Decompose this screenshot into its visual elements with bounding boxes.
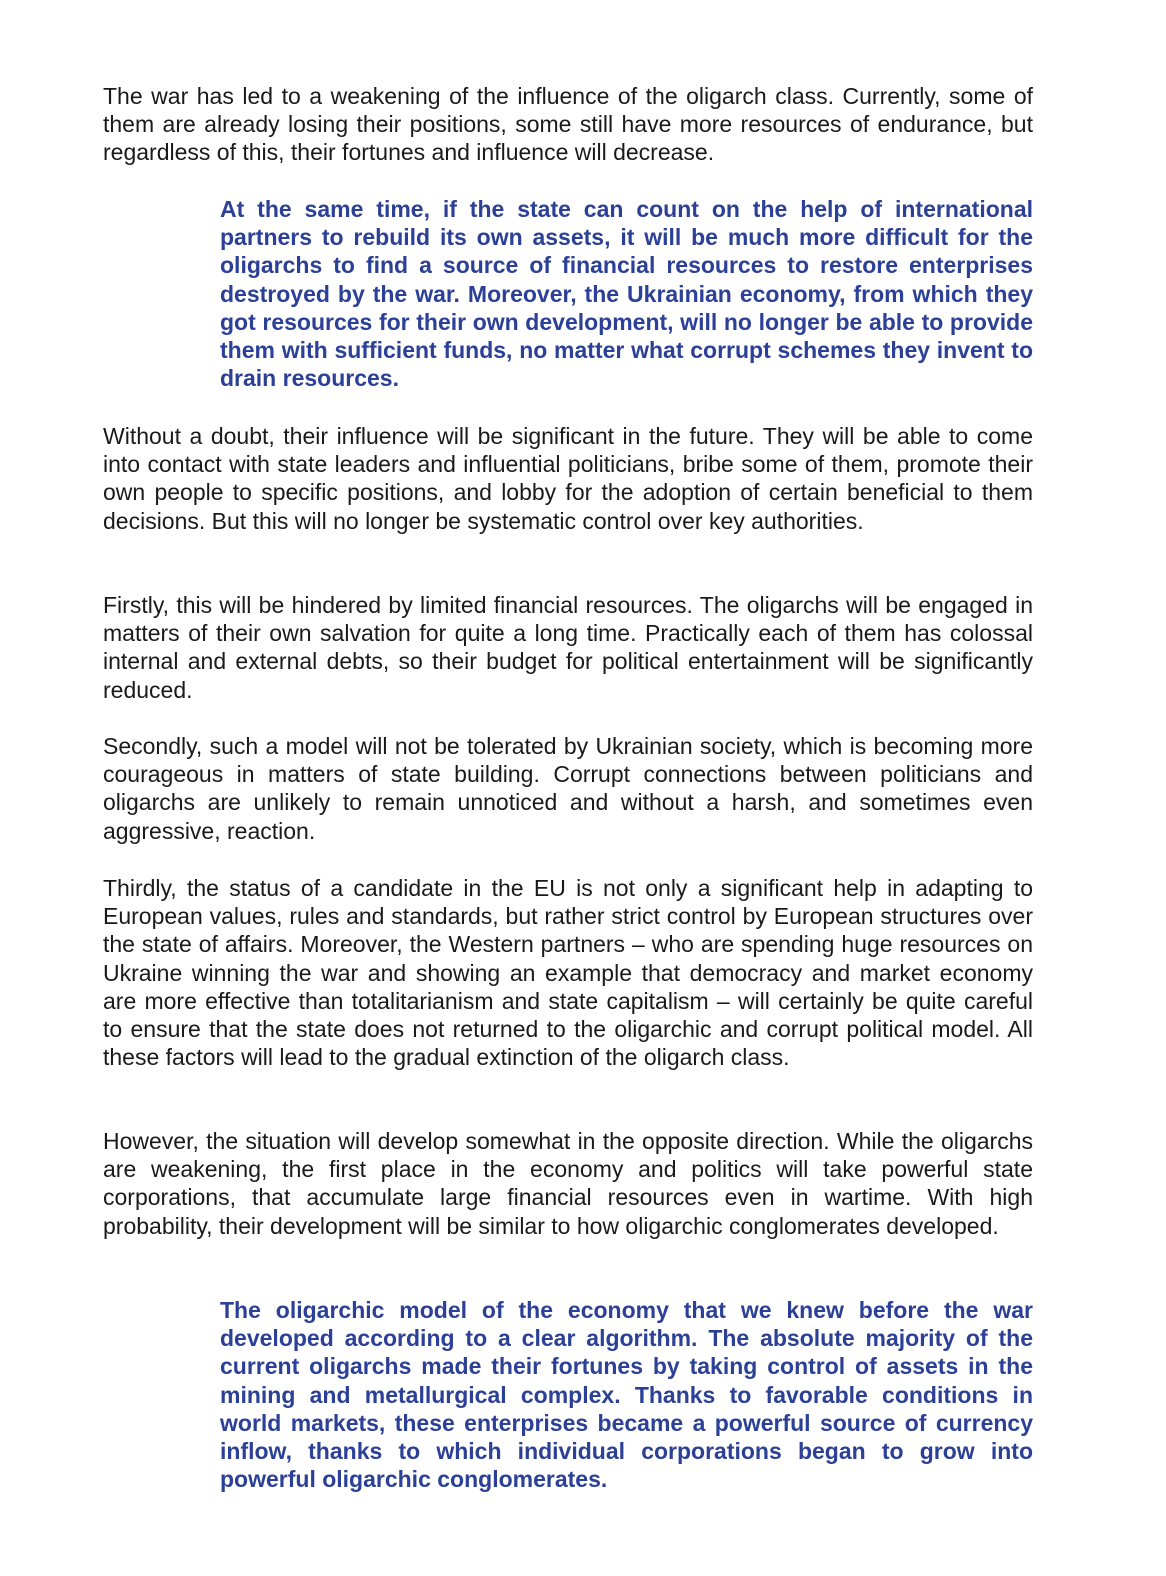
body-paragraph: However, the situation will develop somewhat in the opposite direction. While the oligarchs are weakening, the first place in the economy and politics will take powerful state corporations, that accumulate large financial resources even in wartime. With high probability, their development will be similar to how oligarchic conglomerates developed. <box>103 1128 1033 1239</box>
pull-quote: The oligarchic model of the economy that we knew before the war developed according to a clear algorithm. The absolute majority of the current oligarchs made their fortunes by taking control of assets in the mining and metallurgical complex. Thanks to favorable conditions in world markets, these enterprises became a powerful source of currency inflow, thanks to which individual corporations began to grow into powerful oligarchic conglomerates. <box>220 1297 1033 1493</box>
body-paragraph: Thirdly, the status of a candidate in the EU is not only a significant help in adapting to European values, rules and standards, but rather strict control by European structures over the state of affairs. Moreover, the Western partners – who are spending huge resources on Ukraine winning the war and showing an example that democracy and market economy are more effective than totalitarianism and state capitalism – will certainly be quite careful to ensure that the state does not returned to the oligarchic and corrupt political model. All these factors will lead to the gradual extinction of the oligarch class. <box>103 875 1033 1071</box>
pull-quote: At the same time, if the state can count on the help of international partners to rebuild its own assets, it will be much more difficult for the oligarchs to find a source of financial resources to restore enterprises destroyed by the war. Moreover, the Ukrainian economy, from which they got resources for their own development, will no longer be able to provide them with sufficient funds, no matter what corrupt schemes they invent to drain resources. <box>220 196 1033 392</box>
body-paragraph: Firstly, this will be hindered by limited financial resources. The oligarchs will be engaged in matters of their own salvation for quite a long time. Practically each of them has colossal internal and external debts, so their budget for political entertainment will be significantly reduced. <box>103 592 1033 703</box>
body-paragraph: The war has led to a weakening of the influence of the oligarch class. Currently, some of them are already losing their positions, some still have more resources of endurance, but regardless of this, their fortunes and influence will decrease. <box>103 83 1033 166</box>
body-paragraph: Secondly, such a model will not be tolerated by Ukrainian society, which is becoming more courageous in matters of state building. Corrupt connections between politicians and oligarchs are unlikely to remain unnoticed and without a harsh, and sometimes even aggressive, reaction. <box>103 733 1033 844</box>
body-paragraph: Without a doubt, their influence will be significant in the future. They will be able to come into contact with state leaders and influential politicians, bribe some of them, promote their own people to specific positions, and lobby for the adoption of certain beneficial to them decisions. But this will no longer be systematic control over key authorities. <box>103 423 1033 534</box>
